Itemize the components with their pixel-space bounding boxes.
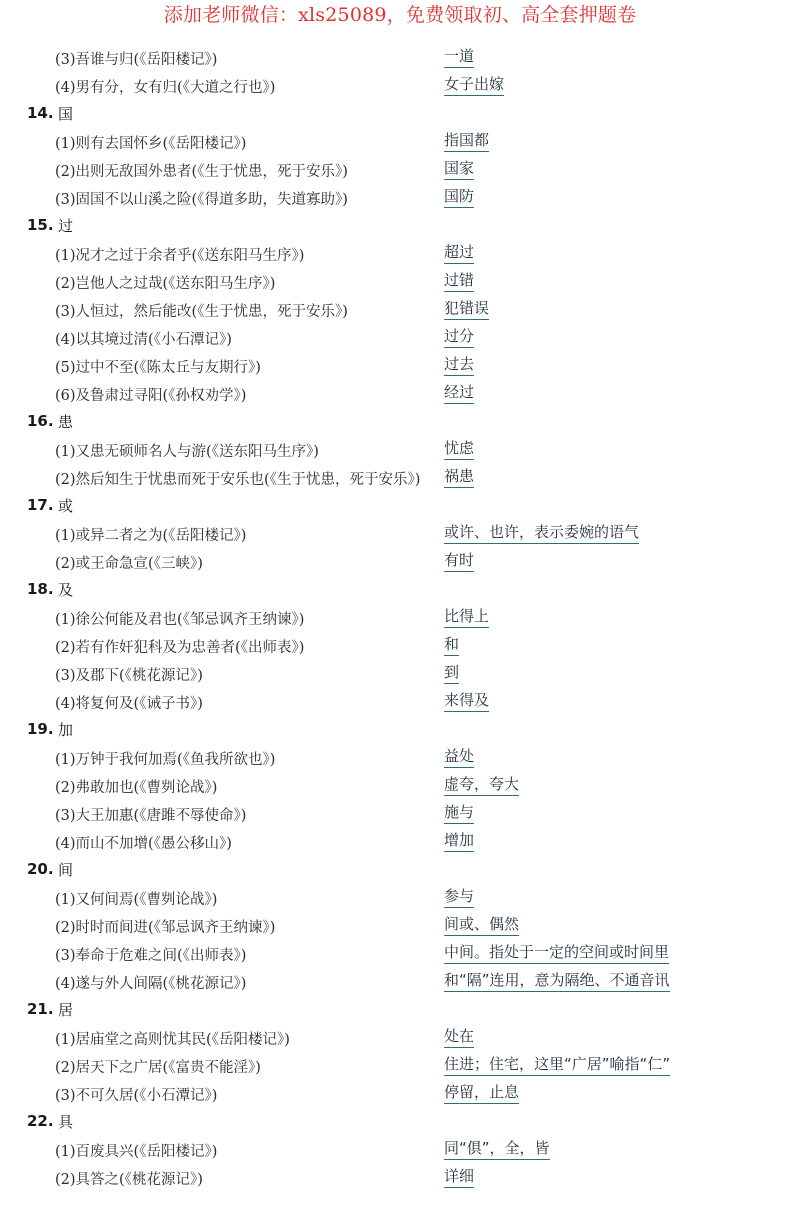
section-character: 具 xyxy=(58,1113,74,1131)
word-meaning: 间或、偶然 xyxy=(444,913,519,936)
example-sentence: (1)又何间焉(《曹刿论战》) xyxy=(55,892,218,908)
example-sentence: (2)然后知生于忧患而死于安乐也(《生于忧患，死于安乐》) xyxy=(55,472,421,488)
section-heading xyxy=(0,100,800,128)
word-meaning: 过错 xyxy=(444,269,474,292)
word-meaning: 中间。指处于一定的空间或时间里 xyxy=(444,941,669,964)
example-sentence: (3)大王加惠(《唐雎不辱使命》) xyxy=(55,808,247,824)
word-meaning: 国防 xyxy=(444,185,474,208)
section-heading xyxy=(0,856,800,884)
list-item xyxy=(0,604,800,632)
section-character: 或 xyxy=(58,497,74,515)
example-sentence: (2)时时而间进(《邹忌讽齐王纳谏》) xyxy=(55,920,276,936)
section-number: 14. xyxy=(27,104,54,122)
list-item xyxy=(0,940,800,968)
list-item xyxy=(0,240,800,268)
word-meaning: 同“俱”，全，皆 xyxy=(444,1137,550,1160)
example-sentence: (6)及鲁肃过寻阳(《孙权劝学》) xyxy=(55,388,247,404)
example-sentence: (3)吾谁与归(《岳阳楼记》) xyxy=(55,52,218,68)
word-meaning: 指国都 xyxy=(444,129,489,152)
list-item xyxy=(0,156,800,184)
list-item xyxy=(0,1052,800,1080)
example-sentence: (2)若有作奸犯科及为忠善者(《出师表》) xyxy=(55,640,305,656)
example-sentence: (2)居天下之广居(《富贵不能淫》) xyxy=(55,1060,261,1076)
example-sentence: (2)出则无敌国外患者(《生于忧患，死于安乐》) xyxy=(55,164,348,180)
section-number: 17. xyxy=(27,496,54,514)
example-sentence: (1)或异二者之为(《岳阳楼记》) xyxy=(55,528,247,544)
list-item xyxy=(0,828,800,856)
word-meaning: 忧虑 xyxy=(444,437,474,460)
word-meaning: 施与 xyxy=(444,801,474,824)
section-heading xyxy=(0,212,800,240)
example-sentence: (3)固国不以山溪之险(《得道多助，失道寡助》) xyxy=(55,192,348,208)
section-number: 16. xyxy=(27,412,54,430)
section-heading xyxy=(0,1108,800,1136)
example-sentence: (3)不可久居(《小石潭记》) xyxy=(55,1088,218,1104)
list-item xyxy=(0,912,800,940)
section-heading xyxy=(0,576,800,604)
promo-banner: 添加老师微信：xls25089，免费领取初、高全套押题卷 xyxy=(163,4,637,26)
list-item xyxy=(0,296,800,324)
example-sentence: (1)又患无硕师名人与游(《送东阳马生序》) xyxy=(55,444,319,460)
example-sentence: (3)人恒过，然后能改(《生于忧患，死于安乐》) xyxy=(55,304,348,320)
list-item xyxy=(0,800,800,828)
word-meaning: 比得上 xyxy=(444,605,489,628)
list-item xyxy=(0,1136,800,1164)
word-meaning: 参与 xyxy=(444,885,474,908)
section-heading xyxy=(0,716,800,744)
word-meaning: 过去 xyxy=(444,353,474,376)
example-sentence: (4)男有分，女有归(《大道之行也》) xyxy=(55,80,276,96)
list-item xyxy=(0,632,800,660)
word-meaning: 或许、也许，表示委婉的语气 xyxy=(444,521,639,544)
vocabulary-list xyxy=(0,44,800,1192)
word-meaning: 和“隔”连用，意为隔绝、不通音讯 xyxy=(444,969,670,992)
section-character: 患 xyxy=(58,413,74,431)
word-meaning: 益处 xyxy=(444,745,474,768)
section-number: 22. xyxy=(27,1112,54,1130)
word-meaning: 虚夸，夸大 xyxy=(444,773,519,796)
list-item xyxy=(0,184,800,212)
list-item xyxy=(0,660,800,688)
list-item xyxy=(0,352,800,380)
list-item xyxy=(0,688,800,716)
list-item xyxy=(0,464,800,492)
section-character: 加 xyxy=(58,721,74,739)
list-item xyxy=(0,1080,800,1108)
list-item xyxy=(0,44,800,72)
list-item xyxy=(0,72,800,100)
list-item xyxy=(0,772,800,800)
example-sentence: (3)奉命于危难之间(《出师表》) xyxy=(55,948,247,964)
example-sentence: (1)徐公何能及君也(《邹忌讽齐王纳谏》) xyxy=(55,612,305,628)
list-item xyxy=(0,380,800,408)
word-meaning: 女子出嫁 xyxy=(444,73,504,96)
section-heading xyxy=(0,996,800,1024)
section-number: 15. xyxy=(27,216,54,234)
word-meaning: 住进；住宅，这里“广居”喻指“仁” xyxy=(444,1053,670,1076)
list-item xyxy=(0,1024,800,1052)
section-character: 过 xyxy=(58,217,74,235)
word-meaning: 处在 xyxy=(444,1025,474,1048)
section-number: 19. xyxy=(27,720,54,738)
list-item xyxy=(0,744,800,772)
word-meaning: 到 xyxy=(444,661,459,684)
word-meaning: 停留，止息 xyxy=(444,1081,519,1104)
list-item xyxy=(0,128,800,156)
section-number: 20. xyxy=(27,860,54,878)
list-item xyxy=(0,324,800,352)
example-sentence: (5)过中不至(《陈太丘与友期行》) xyxy=(55,360,261,376)
word-meaning: 增加 xyxy=(444,829,474,852)
word-meaning: 经过 xyxy=(444,381,474,404)
example-sentence: (1)万钟于我何加焉(《鱼我所欲也》) xyxy=(55,752,276,768)
list-item xyxy=(0,268,800,296)
example-sentence: (1)况才之过于余者乎(《送东阳马生序》) xyxy=(55,248,305,264)
word-meaning: 有时 xyxy=(444,549,474,572)
section-character: 及 xyxy=(58,581,74,599)
word-meaning: 过分 xyxy=(444,325,474,348)
example-sentence: (4)而山不加增(《愚公移山》) xyxy=(55,836,232,852)
section-heading xyxy=(0,408,800,436)
section-number: 21. xyxy=(27,1000,54,1018)
section-heading xyxy=(0,492,800,520)
word-meaning: 来得及 xyxy=(444,689,489,712)
example-sentence: (3)及郡下(《桃花源记》) xyxy=(55,668,203,684)
example-sentence: (4)以其境过清(《小石潭记》) xyxy=(55,332,232,348)
example-sentence: (1)居庙堂之高则忧其民(《岳阳楼记》) xyxy=(55,1032,290,1048)
list-item xyxy=(0,548,800,576)
word-meaning: 详细 xyxy=(444,1165,474,1188)
word-meaning: 一道 xyxy=(444,45,474,68)
list-item xyxy=(0,436,800,464)
word-meaning: 祸患 xyxy=(444,465,474,488)
list-item xyxy=(0,968,800,996)
word-meaning: 国家 xyxy=(444,157,474,180)
example-sentence: (4)遂与外人间隔(《桃花源记》) xyxy=(55,976,247,992)
example-sentence: (4)将复何及(《诫子书》) xyxy=(55,696,203,712)
example-sentence: (2)具答之(《桃花源记》) xyxy=(55,1172,203,1188)
section-number: 18. xyxy=(27,580,54,598)
list-item xyxy=(0,520,800,548)
example-sentence: (1)百废具兴(《岳阳楼记》) xyxy=(55,1144,218,1160)
example-sentence: (2)岂他人之过哉(《送东阳马生序》) xyxy=(55,276,276,292)
word-meaning: 犯错误 xyxy=(444,297,489,320)
word-meaning: 超过 xyxy=(444,241,474,264)
section-character: 居 xyxy=(58,1001,74,1019)
list-item xyxy=(0,884,800,912)
word-meaning: 和 xyxy=(444,633,459,656)
section-character: 国 xyxy=(58,105,74,123)
example-sentence: (1)则有去国怀乡(《岳阳楼记》) xyxy=(55,136,247,152)
example-sentence: (2)或王命急宣(《三峡》) xyxy=(55,556,203,572)
example-sentence: (2)弗敢加也(《曹刿论战》) xyxy=(55,780,218,796)
section-character: 间 xyxy=(58,861,74,879)
list-item xyxy=(0,1164,800,1192)
